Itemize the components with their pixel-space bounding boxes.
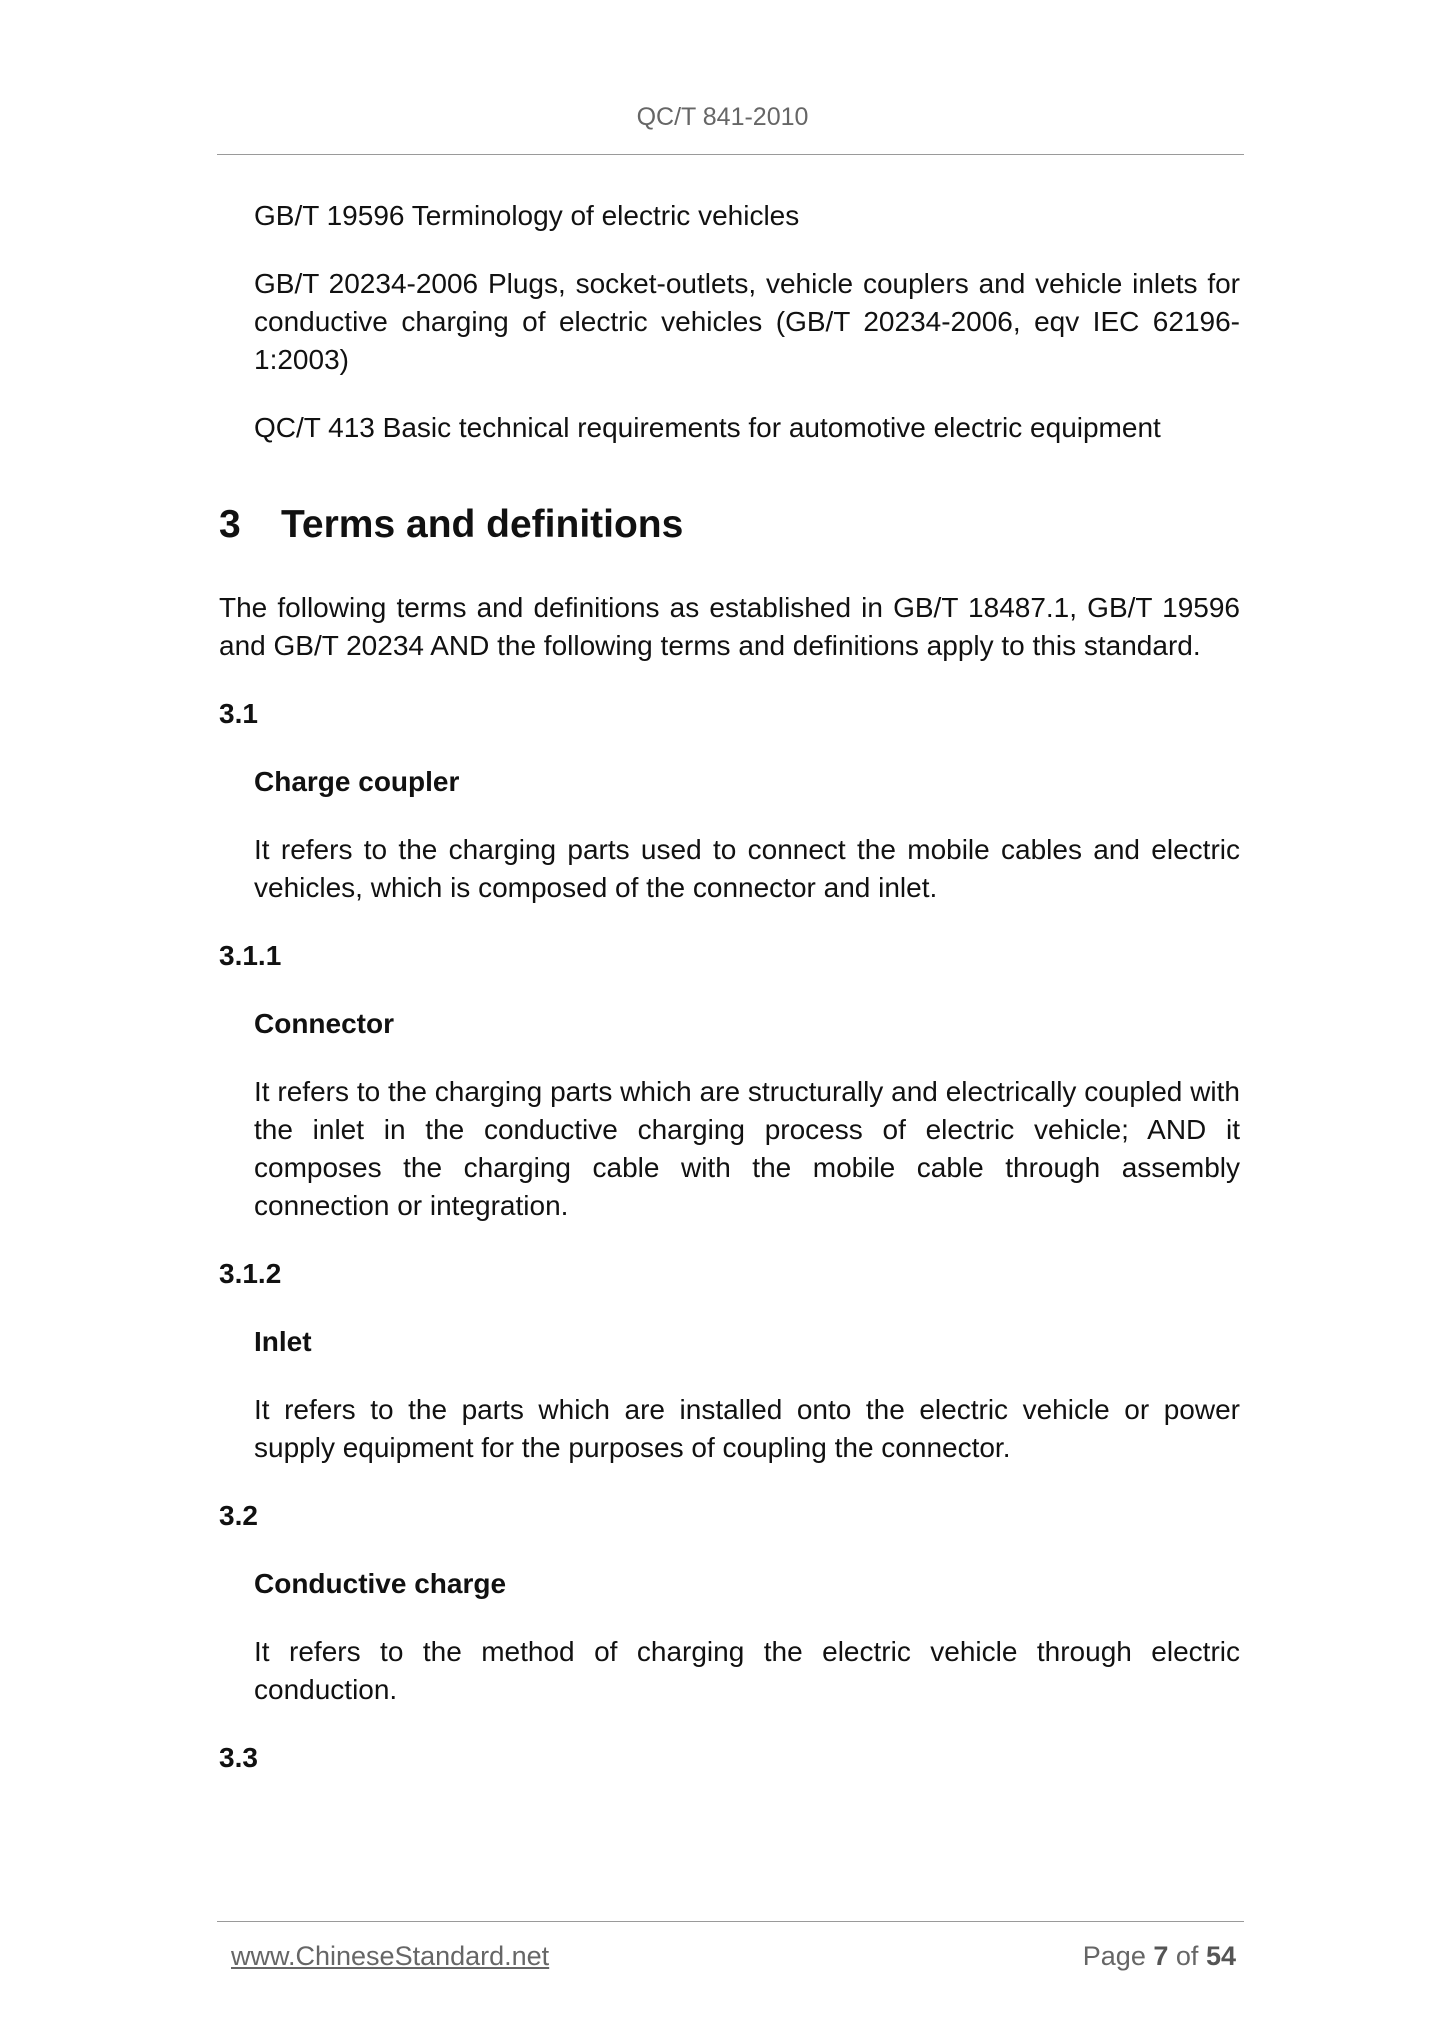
term-title: Conductive charge xyxy=(254,1568,507,1599)
clause-number: 3.2 xyxy=(219,1500,258,1531)
section-heading xyxy=(219,501,1240,549)
clause-number: 3.1 xyxy=(219,698,258,729)
term-title: Charge coupler xyxy=(254,766,460,797)
reference-item: GB/T 19596 Terminology of electric vehicles xyxy=(254,200,800,231)
header-title: QC/T 841-2010 xyxy=(636,103,809,131)
page-of: of xyxy=(1175,1941,1199,1971)
term-definition: It refers to the charging parts used to connect the mobile cables and electric vehicles, which is composed of the connector and inlet. xyxy=(254,834,1240,903)
page-indicator xyxy=(1083,1941,1236,1972)
page-content xyxy=(219,197,1240,1777)
page-label: Page xyxy=(1082,1941,1146,1971)
page-total: 54 xyxy=(1205,1941,1236,1971)
reference-item: GB/T 20234-2006 Plugs, socket-outlets, vehicle couplers and vehicle inlets for conductive charging of electric vehicles (GB/T 20234-2006, eqv IEC 62196-1:2003) xyxy=(254,268,1240,375)
clause-number: 3.3 xyxy=(219,1742,258,1773)
term-definition: It refers to the charging parts which are structurally and electrically coupled with the inlet in the conductive charging process of electric vehicle; AND it composes the charging cable with the mobile cable through assembly connection or integration. xyxy=(254,1076,1240,1221)
term-definition: It refers to the parts which are installed onto the electric vehicle or power supply equipment for the purposes of coupling the connector. xyxy=(254,1394,1240,1463)
term-title: Connector xyxy=(254,1008,394,1039)
section-intro: The following terms and definitions as established in GB/T 18487.1, GB/T 19596 and GB/T 20234 AND the following terms and definitions apply to this standard. xyxy=(219,592,1240,661)
header-divider xyxy=(217,154,1244,155)
page-current: 7 xyxy=(1153,1941,1169,1971)
footer-divider xyxy=(217,1921,1244,1922)
term-definition: It refers to the method of charging the electric vehicle through electric conduction. xyxy=(254,1636,1240,1705)
clause-number: 3.1.2 xyxy=(219,1258,282,1289)
section-number: 3 xyxy=(219,503,241,546)
section-title: Terms and definitions xyxy=(281,503,684,546)
footer-website-link[interactable]: www.ChineseStandard.net xyxy=(231,1941,550,1971)
clause-number: 3.1.1 xyxy=(219,940,282,971)
reference-item: QC/T 413 Basic technical requirements for automotive electric equipment xyxy=(254,412,1161,443)
term-title: Inlet xyxy=(254,1326,312,1357)
